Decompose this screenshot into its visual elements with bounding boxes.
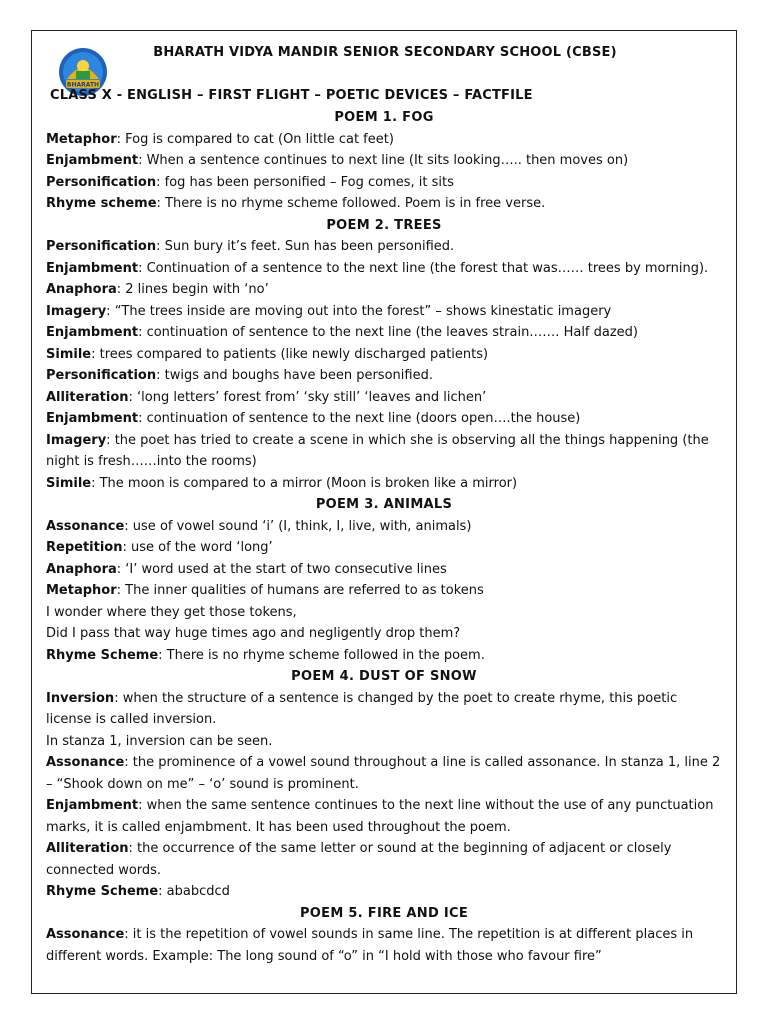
entry: Inversion: when the structure of a sentence is changed by the poet to create rhyme, this poetic license is called inversion. xyxy=(46,690,678,727)
entry-label: Metaphor xyxy=(46,583,117,598)
entry-text: I wonder where they get those tokens, xyxy=(46,604,297,620)
entry-text: continuation of sentence to the next line (doors open….the house) xyxy=(146,411,581,426)
poem-title: POEM 2. TREES xyxy=(326,217,442,233)
entry: Rhyme Scheme: ababcdcd xyxy=(46,884,230,899)
entry: Metaphor: Fog is compared to cat (On little cat feet) xyxy=(46,131,394,147)
entry-label: Personification xyxy=(46,239,157,254)
entry-text: the prominence of a vowel sound throughout a line is called assonance. In stanza 1, line 2 – “Shook down on me” – ‘o’ sound is prominent. xyxy=(46,755,721,792)
entry-label: Personification xyxy=(46,368,157,383)
entry-text: ‘long letters’ forest from’ ‘sky still’ ‘leaves and lichen’ xyxy=(137,389,487,405)
entry: Imagery: the poet has tried to create a scene in which she is observing all the things happening (the night is fresh……into the rooms) xyxy=(46,432,709,469)
entry xyxy=(46,623,722,645)
entry: Anaphora: 2 lines begin with ‘no’ xyxy=(46,282,269,297)
entry-label: Metaphor xyxy=(46,131,117,147)
entry: Rhyme Scheme: There is no rhyme scheme followed in the poem. xyxy=(46,647,485,663)
entry-label: Personification xyxy=(46,174,157,190)
entry-text: When a sentence continues to next line (It sits looking….. then moves on) xyxy=(146,153,629,168)
entry-label: Rhyme Scheme xyxy=(46,884,159,899)
entry: Simile: The moon is compared to a mirror (Moon is broken like a mirror) xyxy=(46,475,518,491)
entry-text: twigs and boughs have been personified. xyxy=(164,368,433,383)
entry-text: ababcdcd xyxy=(166,884,230,899)
entry-text: use of the word ‘long’ xyxy=(131,540,273,555)
school-name: BHARATH VIDYA MANDIR SENIOR SECONDARY SCHOOL (CBSE) xyxy=(153,45,617,60)
entry-label: Assonance xyxy=(46,518,125,534)
entry-text: The moon is compared to a mirror (Moon is broken like a mirror) xyxy=(99,475,518,491)
entry-label: Assonance xyxy=(46,927,125,942)
entry-label: Assonance xyxy=(46,755,125,770)
entry: Assonance: use of vowel sound ‘i’ (I, think, I, live, with, animals) xyxy=(46,518,472,534)
entry-label: Rhyme scheme xyxy=(46,196,157,211)
entry-label: Inversion xyxy=(46,690,115,706)
entry-label: Repetition xyxy=(46,540,123,555)
entry-label: Anaphora xyxy=(46,282,117,297)
entry-text: Continuation of a sentence to the next line (the forest that was…… trees by morning). xyxy=(146,260,709,276)
class-line: CLASS X - ENGLISH – FIRST FLIGHT – POETIC DEVICES – FACTFILE xyxy=(50,88,533,103)
entry: Enjambment: When a sentence continues to next line (It sits looking….. then moves on) xyxy=(46,153,629,168)
entry-text: In stanza 1, inversion can be seen. xyxy=(46,733,273,749)
entry: Enjambment: continuation of sentence to the next line (the leaves strain……. Half dazed) xyxy=(46,325,639,340)
entry-label: Simile xyxy=(46,346,92,362)
entry-label: Rhyme Scheme xyxy=(46,647,159,663)
entry-label: Anaphora xyxy=(46,561,117,577)
entry-text: the occurrence of the same letter or sound at the beginning of adjacent or closely connected words. xyxy=(46,841,672,878)
entry-text: 2 lines begin with ‘no’ xyxy=(125,282,269,297)
entry-label: Alliteration xyxy=(46,389,129,405)
entry-label: Imagery xyxy=(46,303,107,319)
entry: Imagery: “The trees inside are moving out into the forest” – shows kinestatic imagery xyxy=(46,303,612,319)
entry: Personification: twigs and boughs have been personified. xyxy=(46,368,433,383)
entry-text: The inner qualities of humans are referred to as tokens xyxy=(125,583,484,598)
entry: Rhyme scheme: There is no rhyme scheme followed. Poem is in free verse. xyxy=(46,196,546,211)
entry: Assonance: it is the repetition of vowel sounds in same line. The repetition is at different places in different words. Example: The long sound of “o” in “I hold with those who favour fire” xyxy=(46,927,694,964)
entry-label: Enjambment xyxy=(46,153,139,168)
poem-title: POEM 5. FIRE AND ICE xyxy=(299,905,469,921)
entry-text: “The trees inside are moving out into the forest” – shows kinestatic imagery xyxy=(114,303,612,319)
entry: Assonance: the prominence of a vowel sound throughout a line is called assonance. In stanza 1, line 2 – “Shook down on me” – ‘o’ sound is prominent. xyxy=(46,755,721,792)
entry xyxy=(46,602,722,624)
entry: Simile: trees compared to patients (like newly discharged patients) xyxy=(46,346,489,362)
poem-title: POEM 4. DUST OF SNOW xyxy=(291,669,477,684)
entry-label: Alliteration xyxy=(46,841,129,856)
entry-text: fog has been personified – Fog comes, it sits xyxy=(164,174,454,190)
entry-label: Enjambment xyxy=(46,260,139,276)
entry-text: it is the repetition of vowel sounds in same line. The repetition is at different places in different words. Example: The long sound of “o” in “I hold with those who favour fire” xyxy=(46,927,694,964)
entry: Enjambment: Continuation of a sentence to the next line (the forest that was…… trees by morning). xyxy=(46,260,709,276)
entry-text: the poet has tried to create a scene in which she is observing all the things happening (the night is fresh……into the rooms) xyxy=(46,432,709,469)
entry: Personification: fog has been personified – Fog comes, it sits xyxy=(46,174,454,190)
entry: Enjambment: when the same sentence continues to the next line without the use of any punctuation marks, it is called enjambment. It has been used throughout the poem. xyxy=(46,798,714,835)
entry: Enjambment: continuation of sentence to the next line (doors open….the house) xyxy=(46,411,581,426)
entry-text: ‘I’ word used at the start of two consecutive lines xyxy=(125,561,447,577)
entry-label: Simile xyxy=(46,475,92,491)
entry-label: Enjambment xyxy=(46,798,139,813)
entry-text: continuation of sentence to the next line (the leaves strain……. Half dazed) xyxy=(146,325,639,340)
entry: Repetition: use of the word ‘long’ xyxy=(46,540,273,555)
entry xyxy=(46,731,722,753)
entry-label: Enjambment xyxy=(46,411,139,426)
entry-text: Fog is compared to cat (On little cat feet) xyxy=(125,131,394,147)
entry: Metaphor: The inner qualities of humans are referred to as tokens xyxy=(46,583,484,598)
entry-text: There is no rhyme scheme followed. Poem is in free verse. xyxy=(165,196,546,211)
entry: Anaphora: ‘I’ word used at the start of two consecutive lines xyxy=(46,561,447,577)
logo-text: BHARATH xyxy=(66,81,100,89)
entry: Personification: Sun bury it’s feet. Sun has been personified. xyxy=(46,239,455,254)
entry-text: when the structure of a sentence is changed by the poet to create rhyme, this poetic license is called inversion. xyxy=(46,690,678,727)
entry-label: Imagery xyxy=(46,432,107,448)
poem-title: POEM 3. ANIMALS xyxy=(315,497,453,512)
entry-label: Enjambment xyxy=(46,325,139,340)
factfile-content xyxy=(46,107,722,967)
poem-title: POEM 1. FOG xyxy=(334,110,434,125)
entry-text: There is no rhyme scheme followed in the poem. xyxy=(166,647,485,663)
entry-text: use of vowel sound ‘i’ (I, think, I, live, with, animals) xyxy=(132,518,472,534)
entry-text: trees compared to patients (like newly discharged patients) xyxy=(99,346,489,362)
entry-text: when the same sentence continues to the next line without the use of any punctuation marks, it is called enjambment. It has been used throughout the poem. xyxy=(46,798,714,835)
entry: Alliteration: the occurrence of the same letter or sound at the beginning of adjacent or closely connected words. xyxy=(46,841,672,878)
entry-text: Sun bury it’s feet. Sun has been personified. xyxy=(164,239,455,254)
entry: Alliteration: ‘long letters’ forest from’ ‘sky still’ ‘leaves and lichen’ xyxy=(46,389,487,405)
entry-text: Did I pass that way huge times ago and negligently drop them? xyxy=(46,626,461,641)
